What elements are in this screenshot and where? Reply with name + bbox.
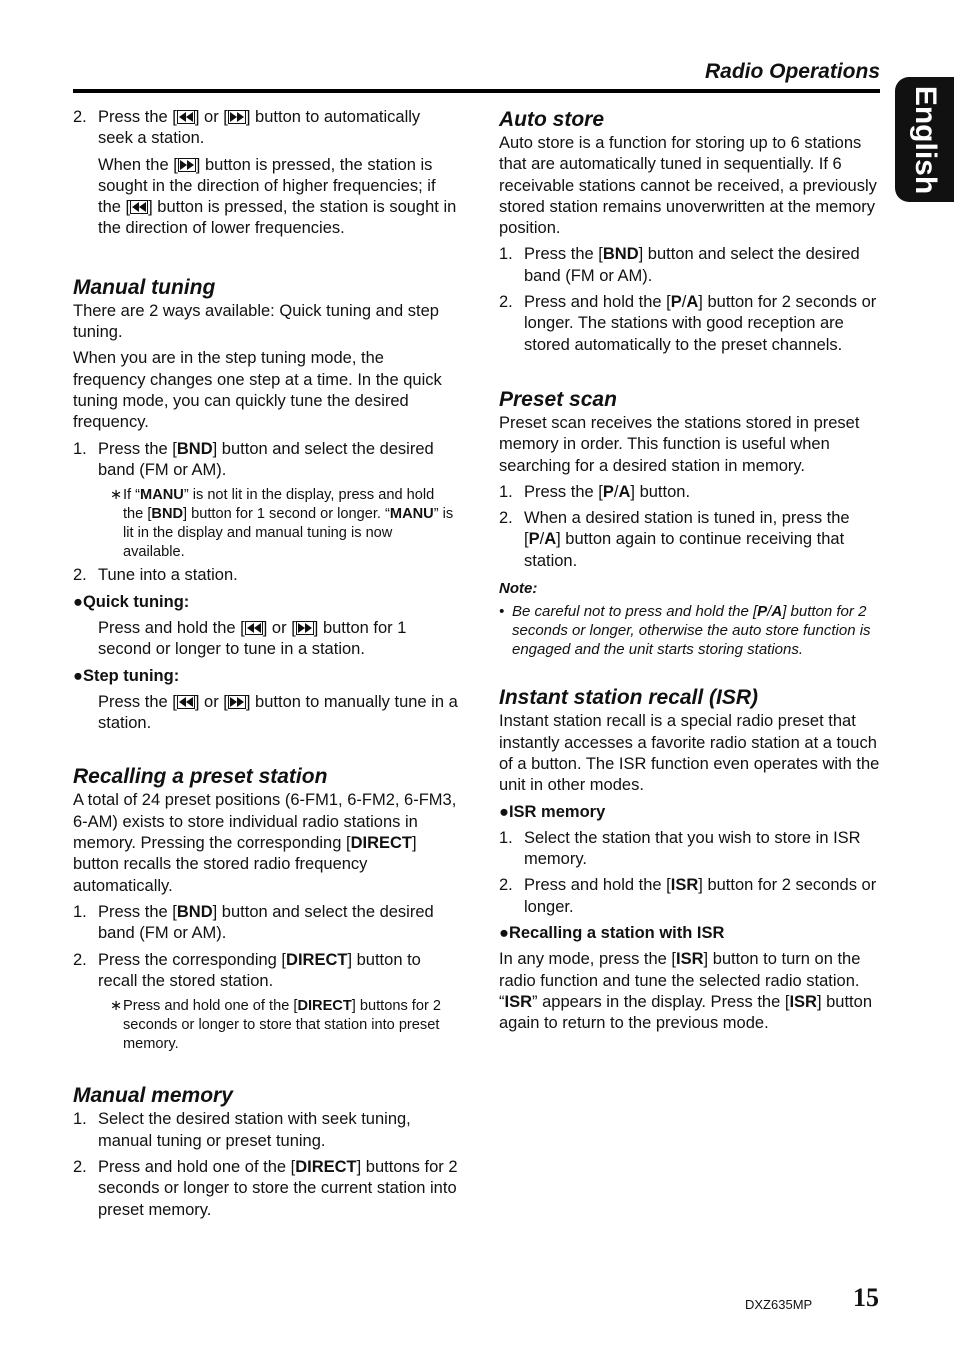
text: Press and hold the [ [98, 618, 245, 637]
step-number: 2. [499, 509, 513, 528]
step-number: 1. [499, 245, 513, 264]
step-number: 1. [499, 482, 513, 501]
text: ] button for 2 seconds or longer. The stations with good reception are stored automatically to the preset channels. [524, 293, 877, 354]
button-name: P [602, 482, 614, 501]
button-name: A [771, 603, 783, 621]
button-name: ISR [670, 876, 699, 895]
text: ] buttons for 2 seconds or longer to store that station into preset memory. [123, 998, 442, 1052]
text: / [613, 482, 619, 501]
button-name: P [528, 530, 540, 549]
note-label: Note: [499, 580, 538, 598]
list-item [73, 439, 458, 482]
text: Press and hold the [ [524, 876, 671, 895]
text: ] button to recall the stored station. [98, 950, 421, 990]
seek-left-icon [245, 621, 263, 635]
list-item [499, 828, 884, 871]
text: Press the [ [524, 482, 603, 501]
auto-store-heading: Auto store [499, 108, 604, 131]
paragraph: Preset scan receives the stations stored in preset memory in order. This function is useful when searching for a desired station in memory. [499, 413, 860, 475]
button-name: A [686, 293, 699, 312]
text: Press and hold one of the [ [98, 1158, 296, 1177]
step-number: 1. [499, 828, 513, 847]
display-text: MANU [389, 505, 434, 522]
recalling-preset-heading: Recalling a preset station [73, 765, 328, 789]
text: ] button to automatically seek a station. [98, 108, 421, 148]
model-number: DXZ635MP [745, 1297, 813, 1312]
text: ] button again to continue receiving that station. [524, 530, 845, 570]
button-name: DIRECT [297, 998, 352, 1015]
text: Press the [ [98, 108, 177, 126]
text: ] or [ [194, 692, 228, 711]
text: Press the [ [98, 902, 177, 921]
bullet: • [499, 603, 505, 621]
text: ] button is pressed, the station is sought in the direction of higher frequencies; if the [ [98, 155, 436, 217]
button-name: BND [176, 902, 213, 921]
paragraph: Auto store is a function for storing up to 6 stations that are automatically tuned in sequentially. If 6 receivable stations cannot be received, a previously stored station remains unoverwritten at the memory position. [499, 134, 877, 238]
step-tuning-label: ●Step tuning: [73, 666, 180, 685]
step-number: 2. [499, 876, 513, 895]
isr-memory-label: ●ISR memory [499, 802, 606, 821]
button-name: ISR [676, 950, 704, 969]
step-number: 1. [73, 439, 87, 458]
text: / [681, 293, 687, 312]
seek-right-icon [178, 158, 196, 172]
step-number: 1. [73, 902, 87, 921]
seek-left-icon [130, 200, 148, 214]
right-column [499, 107, 884, 1040]
text: Tune into a station. [98, 566, 238, 585]
button-name: DIRECT [295, 1158, 357, 1177]
footnote [110, 997, 458, 1053]
text: Press and hold one of the [ [123, 998, 298, 1015]
text: Press the corresponding [ [98, 950, 287, 969]
paragraph: When you are in the step tuning mode, the frequency changes one step at a time. In the quick tuning mode, you can quickly tune the desired frequency. [73, 349, 442, 432]
seek-right-icon [228, 695, 246, 709]
isr-heading: Instant station recall (ISR) [499, 686, 759, 710]
paragraph: There are 2 ways available: Quick tuning and step tuning. [73, 301, 439, 342]
button-name: A [618, 482, 631, 501]
text: ” is not lit in the display, press and hold the [ [123, 487, 435, 522]
text: Press the [ [524, 245, 603, 264]
paragraph: Instant station recall is a special radio preset that instantly accesses a favorite radio station at a touch of a button. The ISR function even operates with the unit in other modes. [499, 712, 880, 795]
text: ] button for 1 second or longer to tune in a station. [98, 618, 407, 659]
step-number: 2. [499, 293, 513, 312]
seek-note [98, 155, 458, 240]
text: ] button and select the desired band (FM or AM). [98, 439, 434, 479]
list-item [73, 1109, 458, 1152]
text: Select the station that you wish to store in ISR memory. [524, 828, 861, 869]
button-name: P [670, 293, 682, 312]
text: ] button. [630, 482, 691, 501]
list-item [499, 292, 884, 356]
text: ” appears in the display. Press the [ [532, 992, 790, 1011]
text: / [767, 603, 772, 621]
asterisk: ∗ [110, 998, 123, 1015]
list-item [499, 875, 884, 918]
list-item [73, 902, 458, 945]
text: Press the [ [98, 439, 177, 458]
text: ] button to turn on the radio function and tune the selected radio station. “ [499, 950, 861, 1011]
text: A total of 24 preset positions (6-FM1, 6-FM2, 6-FM3, 6-AM) exists to store individual radio stations in memory. Pressing the corresponding [ [73, 791, 457, 853]
text: When the [ [98, 155, 178, 174]
manual-tuning-heading: Manual tuning [73, 275, 216, 299]
text: ” is lit in the display and manual tuning is now available. [123, 505, 454, 560]
text: ] or [ [262, 618, 296, 637]
quick-tuning-label: ●Quick tuning: [73, 592, 190, 611]
left-column [73, 107, 458, 1226]
button-name: BND [151, 505, 184, 522]
display-text: MANU [140, 487, 184, 504]
text: ] button for 2 seconds or longer. [524, 876, 877, 916]
step-number: 1. [73, 1110, 87, 1129]
page-number: 15 [853, 1283, 879, 1312]
button-name: P [757, 603, 768, 621]
text: In any mode, press the [ [499, 950, 677, 969]
seek-left-icon [177, 695, 195, 709]
isr-recall-label: ●Recalling a station with ISR [499, 924, 725, 943]
list-item [499, 244, 884, 287]
button-name: BND [176, 439, 213, 458]
seek-step [73, 107, 458, 240]
language-tab-label: English [908, 85, 942, 194]
text: ] button again to return to the previous mode. [499, 992, 872, 1033]
list-item [73, 565, 458, 586]
language-tab [895, 77, 954, 202]
button-name: BND [602, 245, 639, 264]
display-text: ISR [504, 992, 533, 1011]
seek-left-icon [177, 110, 195, 124]
button-name: A [544, 530, 557, 549]
text: ] buttons for 2 seconds or longer to store the current station into preset memory. [98, 1158, 458, 1219]
list-item [499, 482, 884, 503]
text: ] button and select the desired band (FM or AM). [524, 245, 860, 285]
text: Press and hold the [ [524, 293, 671, 312]
manual-memory-heading: Manual memory [73, 1084, 233, 1108]
note [499, 602, 884, 659]
seek-right-icon [228, 110, 246, 124]
button-name: DIRECT [350, 834, 412, 853]
footnote [110, 486, 458, 561]
list-item [73, 1157, 458, 1221]
text: If “ [123, 487, 141, 504]
list-item [499, 508, 884, 572]
text: Select the desired station with seek tuning, manual tuning or preset tuning. [98, 1110, 411, 1150]
text: ] button for 1 second or longer. “ [183, 505, 390, 522]
preset-scan-heading: Preset scan [499, 387, 617, 411]
step-number: 2. [73, 566, 87, 585]
text: ] button for 2 seconds or longer, otherwise the auto store function is engaged and the unit starts storing stations. [512, 603, 871, 659]
text: ] button and select the desired band (FM or AM). [98, 902, 434, 943]
text: Press the [ [98, 692, 177, 711]
list-item [73, 950, 458, 993]
section-title: Radio Operations [704, 60, 880, 83]
asterisk: ∗ [110, 487, 123, 504]
paragraph [73, 790, 458, 896]
seek-right-icon [296, 621, 314, 635]
quick-tuning-text [98, 618, 458, 661]
button-name: DIRECT [286, 950, 348, 969]
text: When a desired station is tuned in, press the [ [524, 509, 850, 549]
text: ] button is pressed, the station is sought in the direction of lower frequencies. [98, 198, 457, 238]
text: ] button recalls the stored radio frequency automatically. [73, 834, 417, 895]
step-number: 2. [73, 1158, 87, 1177]
step-tuning-text [98, 692, 458, 735]
text: ] or [ [194, 108, 228, 126]
button-name: ISR [789, 992, 817, 1011]
text: / [539, 530, 545, 549]
text: Be careful not to press and hold the [ [512, 603, 758, 621]
text: ] button to manually tune in a station. [98, 692, 458, 733]
paragraph [499, 949, 884, 1034]
header-rule [73, 89, 880, 93]
step-number: 2. [73, 950, 87, 969]
step-number: 2. [73, 108, 87, 126]
